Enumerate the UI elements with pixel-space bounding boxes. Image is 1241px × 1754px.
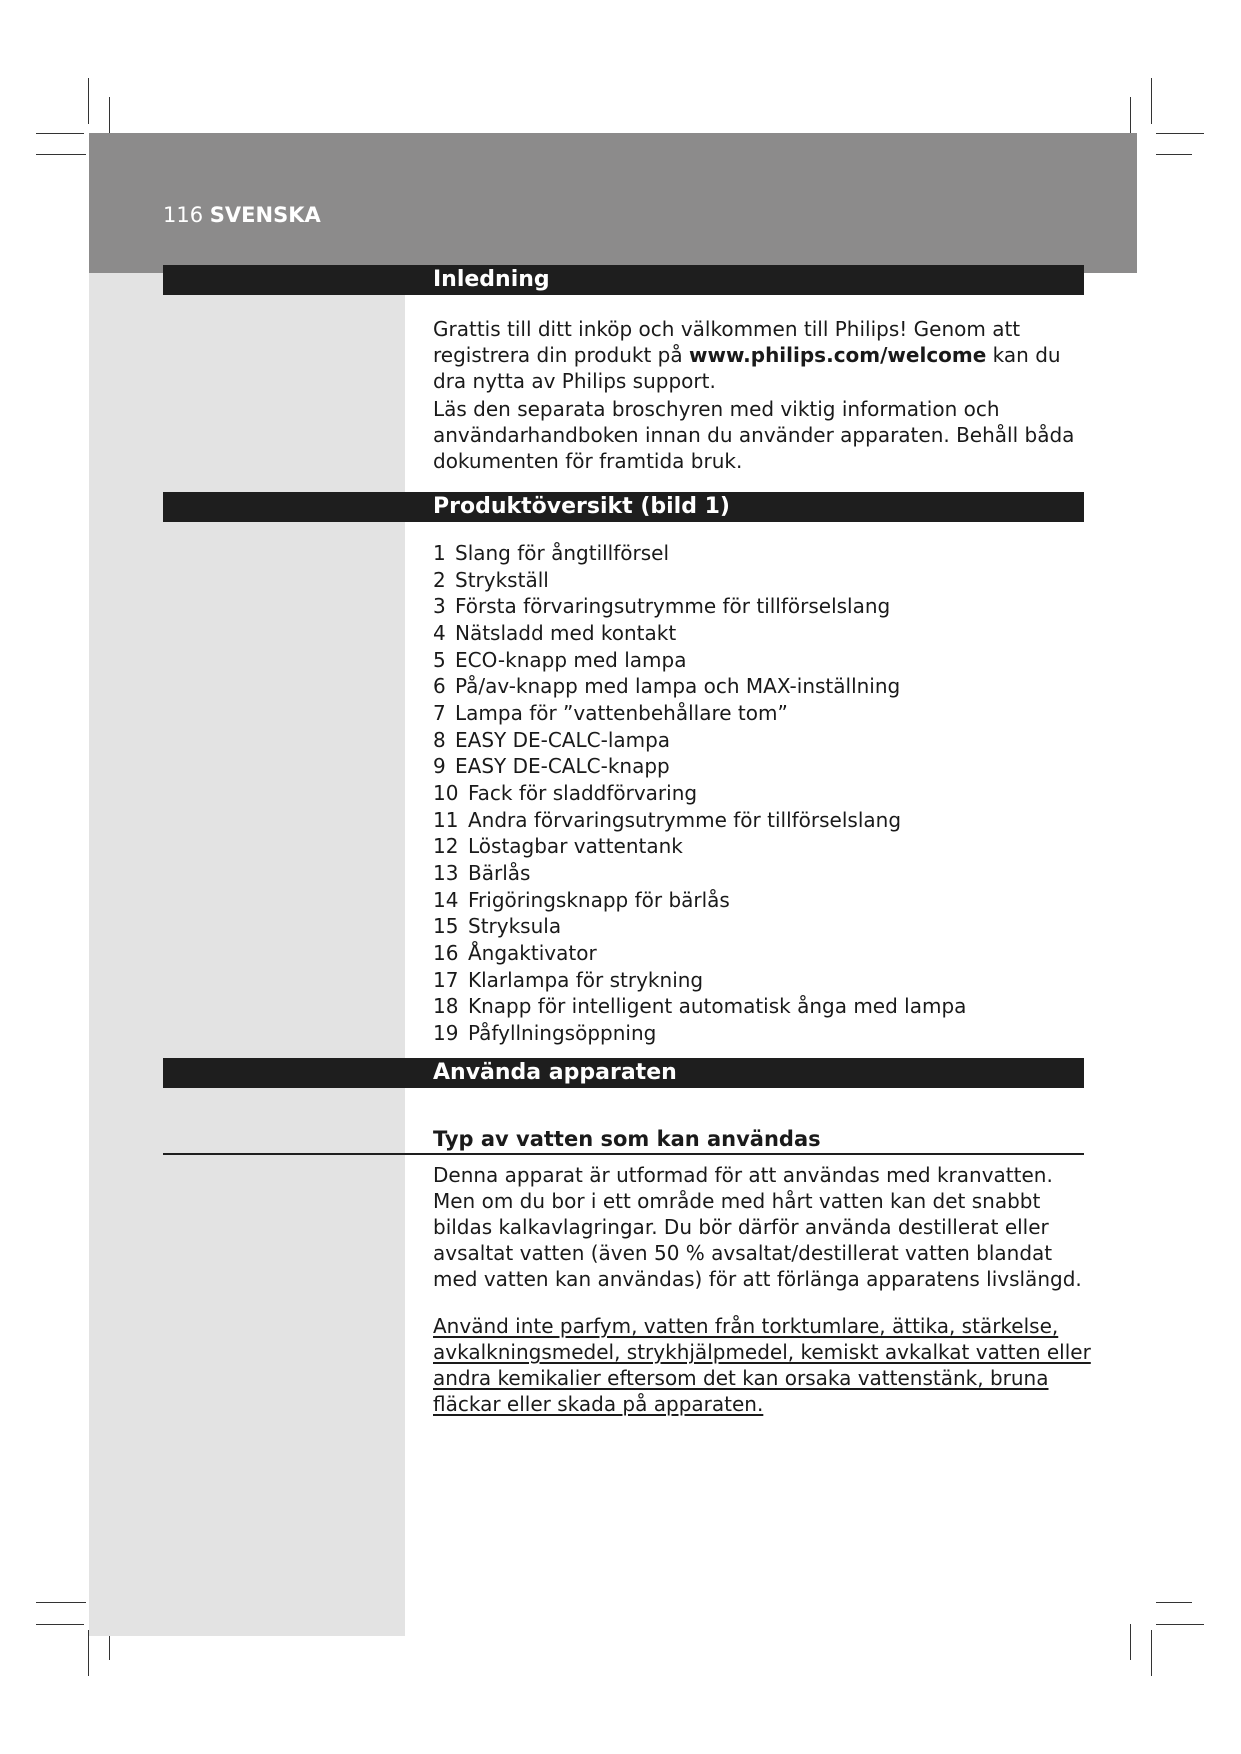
page-label (163, 203, 321, 227)
item-text: Nätsladd med kontakt (455, 620, 677, 645)
section-title-overview: Produktöversikt (bild 1) (433, 494, 730, 519)
item-text: Stryksula (468, 914, 562, 939)
item-text: ECO-knapp med lampa (455, 647, 687, 672)
section-bar-intro (163, 265, 1084, 295)
subsection-rule (163, 1153, 1084, 1155)
crop-mark (36, 1602, 86, 1603)
item-text: EASY DE-CALC-knapp (455, 754, 670, 779)
list-item (433, 620, 966, 647)
item-number: 18 (433, 994, 459, 1019)
section-title-usage: Använda apparaten (433, 1060, 677, 1085)
crop-mark (1151, 1630, 1152, 1676)
item-number: 17 (433, 967, 459, 992)
crop-mark (1156, 1624, 1204, 1625)
warning-paragraph (433, 1313, 1093, 1417)
crop-mark (1156, 154, 1192, 155)
crop-mark (88, 78, 89, 124)
item-number: 15 (433, 914, 459, 939)
item-text: Frigöringsknapp för bärlås (468, 887, 730, 912)
item-number: 4 (433, 620, 446, 645)
list-item (433, 807, 966, 834)
item-text: Andra förvaringsutrymme för tillförselslang (468, 807, 902, 832)
item-text: Bärlås (468, 860, 531, 885)
list-item (433, 1020, 966, 1047)
item-text: Ångaktivator (468, 940, 597, 965)
item-number: 19 (433, 1020, 459, 1045)
subsection-title: Typ av vatten som kan användas (433, 1127, 821, 1151)
crop-mark (109, 97, 110, 133)
item-number: 8 (433, 727, 446, 752)
item-text: Knapp för intelligent automatisk ånga med lampa (468, 994, 967, 1019)
crop-mark (1156, 1602, 1192, 1603)
crop-mark (36, 1624, 84, 1625)
list-item (433, 700, 966, 727)
crop-mark (1151, 78, 1152, 124)
list-item (433, 673, 966, 700)
item-number: 6 (433, 674, 446, 699)
intro-text-before: Grattis till ditt inköp och välkommen till Philips! Genom att registrera din produkt på (433, 317, 1021, 367)
page-number: 116 (163, 203, 204, 227)
item-text: Fack för sladdförvaring (468, 780, 698, 805)
item-text: Löstagbar vattentank (468, 834, 683, 859)
item-number: 9 (433, 754, 446, 779)
crop-mark (88, 1630, 89, 1676)
item-number: 5 (433, 647, 446, 672)
intro-paragraph-1 (433, 316, 1093, 394)
crop-mark (1130, 97, 1131, 133)
usage-paragraph: Denna apparat är utformad för att användas med kranvatten. Men om du bor i ett område med hårt vatten kan det snabbt bildas kalkavlagringar. Du bör därför använda destillerat eller avsaltat vatten (även 50 % avsaltat/destillerat vatten blandat med vatten kan användas) för att förlänga apparatens livslängd. (433, 1163, 1082, 1291)
item-number: 10 (433, 780, 459, 805)
list-item (433, 913, 966, 940)
list-item (433, 967, 966, 994)
item-number: 1 (433, 541, 446, 565)
list-item (433, 540, 966, 567)
list-item (433, 940, 966, 967)
item-text: Lampa för ”vattenbehållare tom” (455, 700, 788, 725)
list-item (433, 567, 966, 594)
product-overview-list (433, 540, 966, 1046)
item-text: På/av-knapp med lampa och MAX-inställning (455, 674, 901, 699)
item-number: 7 (433, 700, 446, 725)
welcome-url: www.philips.com/welcome (689, 343, 987, 367)
list-item (433, 780, 966, 807)
list-item (433, 993, 966, 1020)
item-number: 2 (433, 567, 446, 592)
list-item (433, 593, 966, 620)
item-text: Påfyllningsöppning (468, 1020, 657, 1045)
crop-mark (36, 154, 86, 155)
warning-text: Använd inte parfym, vatten från torktumlare, ättika, stärkelse, avkalkningsmedel, strykhjälpmedel, kemiskt avkalkat vatten eller andra kemikalier eftersom det kan orsaka vattenstänk, bruna fläckar eller skada på apparaten. (433, 1314, 1091, 1416)
item-number: 16 (433, 940, 459, 965)
intro-text-after: kan du dra nytta av Philips support. (433, 343, 1061, 393)
item-text: Första förvaringsutrymme för tillförselslang (455, 594, 891, 619)
item-number: 12 (433, 834, 459, 859)
item-number: 11 (433, 807, 459, 832)
item-number: 13 (433, 860, 459, 885)
list-item (433, 727, 966, 754)
item-text: EASY DE-CALC-lampa (455, 727, 671, 752)
crop-mark (1156, 133, 1204, 134)
list-item (433, 887, 966, 914)
intro-paragraph-2: Läs den separata broschyren med viktig information och användarhandboken innan du använder apparaten. Behåll båda dokumenten för framtida bruk. (433, 397, 1075, 473)
item-text: Slang för ångtillförsel (455, 541, 670, 565)
item-text: Strykställ (455, 567, 549, 592)
section-title-intro: Inledning (433, 267, 550, 292)
item-number: 14 (433, 887, 459, 912)
crop-mark (36, 133, 84, 134)
item-text: Klarlampa för strykning (468, 967, 704, 992)
list-item (433, 647, 966, 674)
item-number: 3 (433, 594, 446, 619)
list-item (433, 833, 966, 860)
list-item (433, 860, 966, 887)
side-band (89, 273, 405, 1636)
page-language: SVENSKA (209, 203, 321, 227)
crop-mark (1130, 1624, 1131, 1660)
list-item (433, 753, 966, 780)
